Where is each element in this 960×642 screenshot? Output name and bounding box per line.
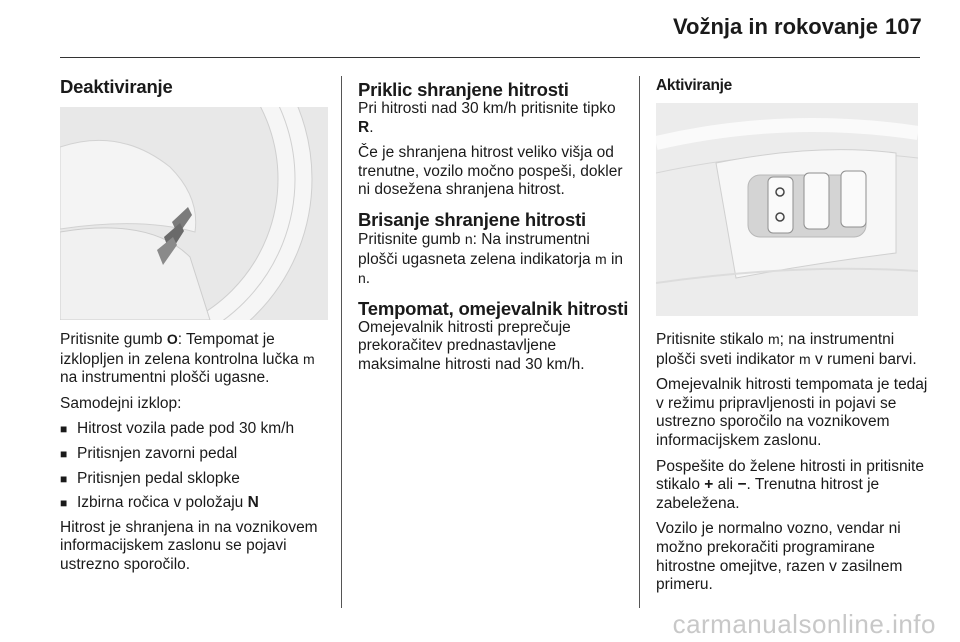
paragraph: Pritisnite stikalo m; na instrumentni plošči sveti indikator m v rumeni barvi. <box>656 331 917 368</box>
list-item: ■ Hitrost vozila pade pod 30 km/h <box>60 420 332 439</box>
paragraph: Omejevalnik hitrosti preprečuje prekoračitev prednastavljene maksimalne hitrosti nad 30 km/h. <box>358 318 585 373</box>
paragraph: Če je shranjena hitrost veliko višja od trenutne, vozilo močno pospeši, dokler ni dosežena shranjena hitrost. <box>358 144 623 199</box>
list-item: ■ Pritisnjen pedal sklopke <box>60 470 332 489</box>
plus-icon: + <box>704 476 714 494</box>
list-item: ■ Izbirna ročica v položaju N <box>60 494 332 513</box>
cruise-icon: n <box>358 270 366 287</box>
list-item: ■ Pritisnjen zavorni pedal <box>60 445 332 464</box>
switch-panel-icon <box>656 103 918 316</box>
column-1 <box>60 77 332 97</box>
r-key-label: R <box>358 118 370 136</box>
paragraph: Samodejni izklop: <box>60 394 182 412</box>
steering-wheel-icon <box>60 107 328 320</box>
watermark: carmanualsonline.info <box>672 609 936 639</box>
cruise-indicator-icon: m <box>302 350 315 367</box>
header-rule <box>60 57 920 58</box>
cruise-indicator-icon: m <box>594 250 607 267</box>
section-heading-tempomat: Tempomat, omejevalnik hitrosti <box>358 297 629 319</box>
column-2 <box>358 80 630 382</box>
column-3-body <box>656 330 928 602</box>
cruise-indicator-icon: m <box>799 350 811 367</box>
paragraph: Pritisnite gumb O: Tempomat je izklopljen in zelena kontrolna lučka m na instrumentni plošči ugasne. <box>60 331 315 387</box>
column-divider-1 <box>341 76 342 608</box>
steering-wheel-illustration <box>60 107 328 320</box>
column-1-body <box>60 330 332 582</box>
column-3 <box>656 77 928 96</box>
paragraph: Pospešite do želene hitrosti in pritisnite stikalo + ali −. Trenutna hitrost je zabeležena. <box>656 457 924 512</box>
section-heading-priklic: Priklic shranjene hitrosti <box>358 79 569 100</box>
switch-panel-illustration <box>656 103 918 316</box>
paragraph: Hitrost je shranjena in na voznikovem informacijskem zaslonu se pojavi ustrezno sporočilo. <box>60 518 318 573</box>
paragraph: Omejevalnik hitrosti tempomata je tedaj v režimu pripravljenosti in pojavi se ustrezno sporočilo na voznikovem informacijskem zaslonu. <box>656 376 928 449</box>
paragraph: Vozilo je normalno vozno, vendar ni možno prekoračiti programirane hitrostne omejitve, razen v zasilnem primeru. <box>656 520 903 594</box>
minus-icon: − <box>737 476 747 494</box>
cruise-indicator-icon: m <box>767 331 780 347</box>
page-number: 107 <box>885 14 922 39</box>
section-heading-brisanje: Brisanje shranjene hitrosti <box>358 208 586 230</box>
cruise-icon: n <box>464 230 473 247</box>
paragraph: Pri hitrosti nad 30 km/h pritisnite tipko R. <box>358 100 616 136</box>
column-divider-2 <box>639 76 640 608</box>
cruise-off-icon: O <box>166 331 178 347</box>
section-heading-aktiviranje: Aktiviranje <box>656 77 732 94</box>
paragraph: Pritisnite gumb n: Na instrumentni plošči ugasneta zelena indikatorja m in n. <box>358 230 624 288</box>
chapter-title: Vožnja in rokovanje <box>673 14 878 39</box>
section-heading-deaktiviranje: Deaktiviranje <box>60 76 173 97</box>
